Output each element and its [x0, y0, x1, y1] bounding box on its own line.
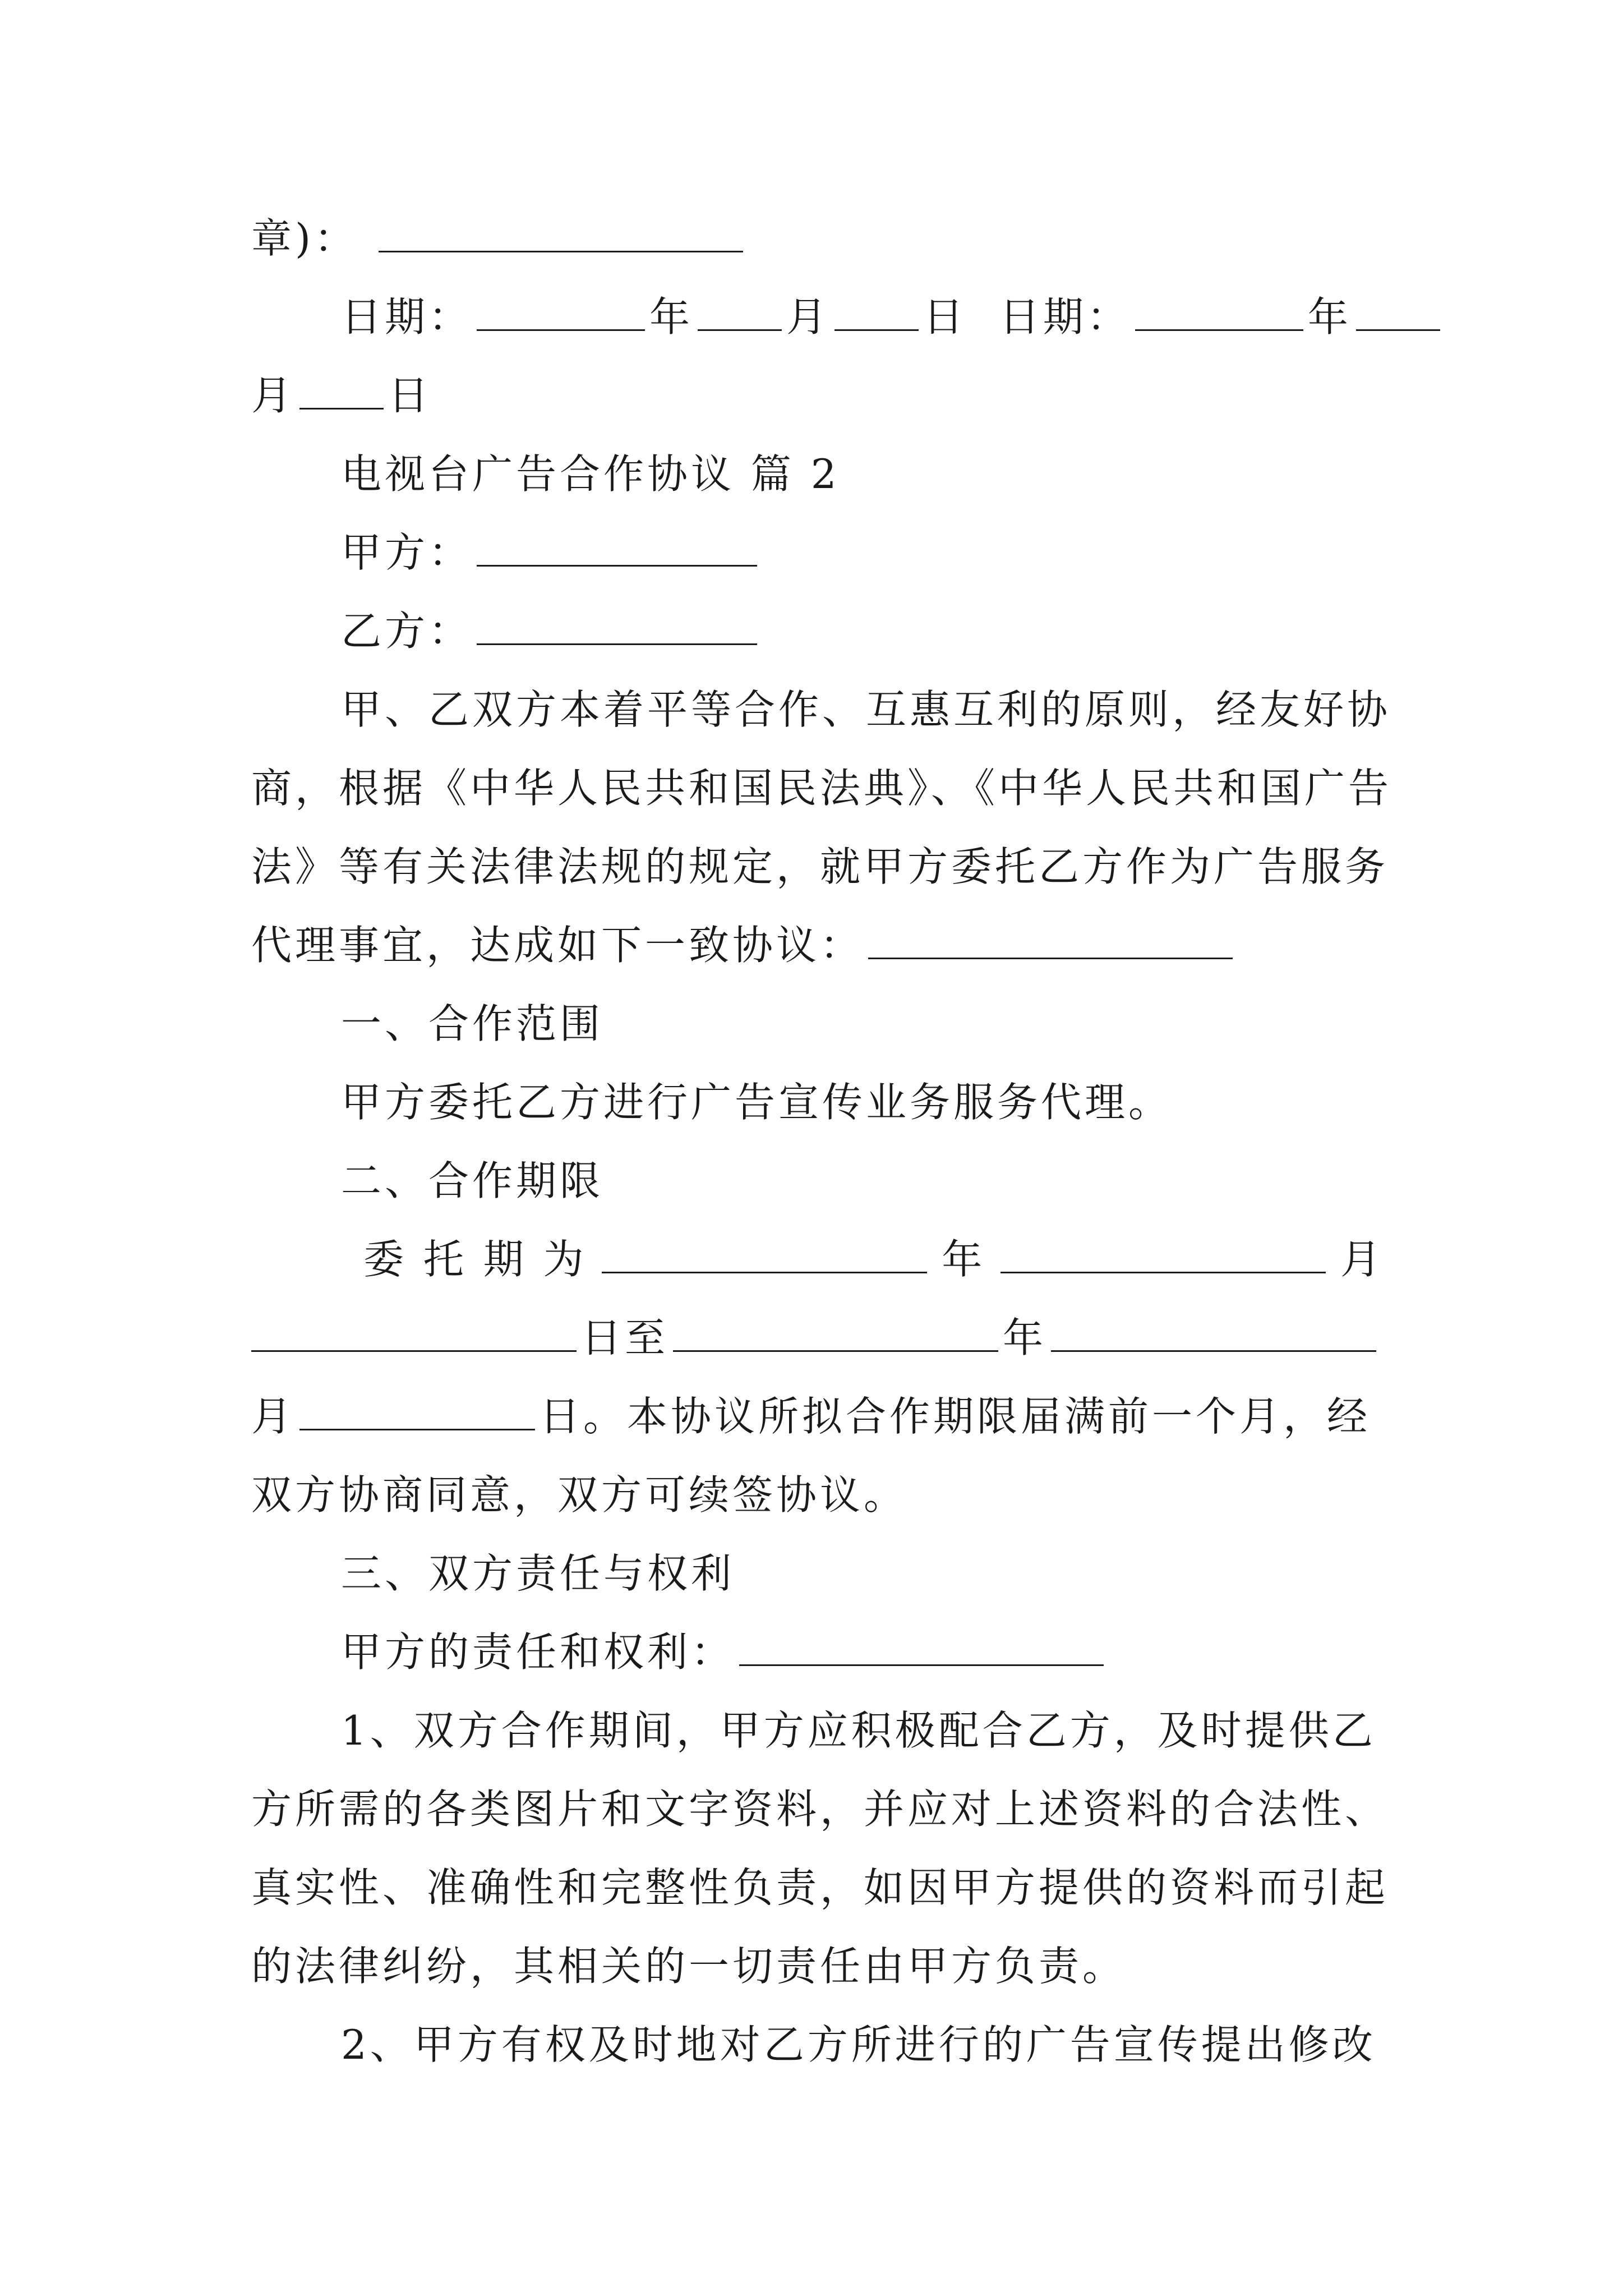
paragraph-text: 甲方委托乙方进行广告宣传业务服务代理。: [341, 1079, 1173, 1126]
term-end-year-label: 年: [1003, 1314, 1047, 1361]
paragraph-text: 双方协商同意，双方可续签协议。: [251, 1471, 908, 1519]
term-end-month-blank[interactable]: [1051, 1315, 1376, 1352]
paragraph-text: 1、双方合作期间，甲方应积极配合乙方，及时提供乙: [341, 1707, 1376, 1754]
day-label-1: 日: [923, 293, 967, 341]
term-line-3: [251, 1383, 1384, 1450]
day-blank-2[interactable]: [299, 373, 384, 409]
party-b-blank[interactable]: [477, 609, 757, 645]
year-label-1: 年: [649, 293, 694, 341]
paragraph-text: 法》等有关法律法规的规定，就甲方委托乙方作为广告服务: [251, 843, 1389, 890]
section-heading: [341, 990, 1474, 1057]
term-day-blank[interactable]: [251, 1315, 577, 1352]
date-label-1: 日期：: [341, 293, 473, 341]
party-a-label: 甲方：: [341, 529, 473, 576]
term-day-to-label: 日至: [581, 1314, 669, 1361]
party-a-blank[interactable]: [477, 530, 757, 567]
seal-blank[interactable]: [379, 216, 743, 252]
year-blank-2[interactable]: [1135, 295, 1303, 331]
month-blank-2[interactable]: [1356, 295, 1440, 331]
day-blank-1[interactable]: [834, 295, 919, 331]
seal-label: 章)：: [251, 215, 358, 262]
agreement-title: 电视台广告合作协议 篇 2: [341, 450, 840, 498]
section-title: [341, 440, 1474, 508]
paragraph-line: [341, 1618, 1474, 1686]
date-line: [341, 283, 1474, 351]
term-end-day-blank[interactable]: [299, 1394, 535, 1430]
paragraph-line: [251, 1775, 1389, 1843]
section-heading: [341, 1147, 1474, 1214]
month-blank-1[interactable]: [698, 295, 782, 331]
paragraph-line: [251, 833, 1389, 900]
paragraph-line: [341, 2011, 1474, 2078]
party-b-label: 乙方：: [341, 608, 473, 655]
party-b-line: [341, 597, 1474, 665]
heading-scope: 一、合作范围: [341, 1000, 604, 1047]
paragraph-text: 甲、乙双方本着平等合作、互惠互利的原则，经友好协: [341, 686, 1391, 733]
paragraph-line: [251, 754, 1393, 822]
term-month-blank[interactable]: [1000, 1237, 1326, 1273]
term-line-2: [251, 1304, 1384, 1372]
term-year-blank[interactable]: [602, 1237, 927, 1273]
party-a-rights-blank[interactable]: [739, 1630, 1104, 1666]
month-label-1: 月: [786, 293, 831, 341]
party-a-line: [341, 519, 1474, 586]
paragraph-line: [251, 1854, 1389, 1921]
paragraph-line: [341, 676, 1474, 743]
paragraph-text: 的法律纠纷，其相关的一切责任由甲方负责。: [251, 1943, 1127, 1990]
paragraph-text: 2、甲方有权及时地对乙方所进行的广告宣传提出修改: [341, 2021, 1376, 2068]
paragraph-line: [341, 1069, 1474, 1136]
term-label: 委 托 期 为: [363, 1236, 587, 1283]
year-label-2: 年: [1307, 293, 1352, 341]
paragraph-text: 方所需的各类图片和文字资料，并应对上述资料的合法性、: [251, 1786, 1389, 1833]
heading-responsibilities: 三、双方责任与权利: [341, 1550, 735, 1597]
paragraph-line: [251, 1461, 1384, 1529]
paragraph-text: 甲方的责任和权利：: [341, 1628, 735, 1676]
signature-seal-line: [251, 205, 1384, 272]
heading-term: 二、合作期限: [341, 1157, 604, 1204]
day-label-2: 日: [388, 372, 432, 419]
paragraph-text: 真实性、准确性和完整性负责，如因甲方提供的资料而引起: [251, 1864, 1389, 1911]
date-line-cont: [251, 362, 1384, 429]
year-blank-1[interactable]: [477, 295, 645, 331]
paragraph-text: 商，根据《中华人民共和国民法典》、《中华人民共和国广告: [251, 765, 1393, 812]
date-label-2: 日期：: [999, 293, 1131, 341]
month-label-2: 月: [251, 372, 296, 419]
term-end-year-blank[interactable]: [673, 1315, 998, 1352]
term-year-label: 年: [942, 1236, 986, 1283]
paragraph-text: 代理事宜，达成如下一致协议：: [251, 922, 864, 969]
term-month-label: 月: [1340, 1236, 1384, 1283]
term-line-1: [251, 1226, 1384, 1293]
section-heading: [341, 1540, 1474, 1607]
paragraph-line: [251, 1932, 1384, 2000]
term-end-month-label: 月: [251, 1393, 296, 1440]
agreement-blank[interactable]: [868, 923, 1233, 959]
paragraph-text: 日。本协议所拟合作期限届满前一个月，经: [540, 1393, 1371, 1440]
paragraph-line: [251, 912, 1384, 979]
paragraph-line: [341, 1697, 1474, 1764]
